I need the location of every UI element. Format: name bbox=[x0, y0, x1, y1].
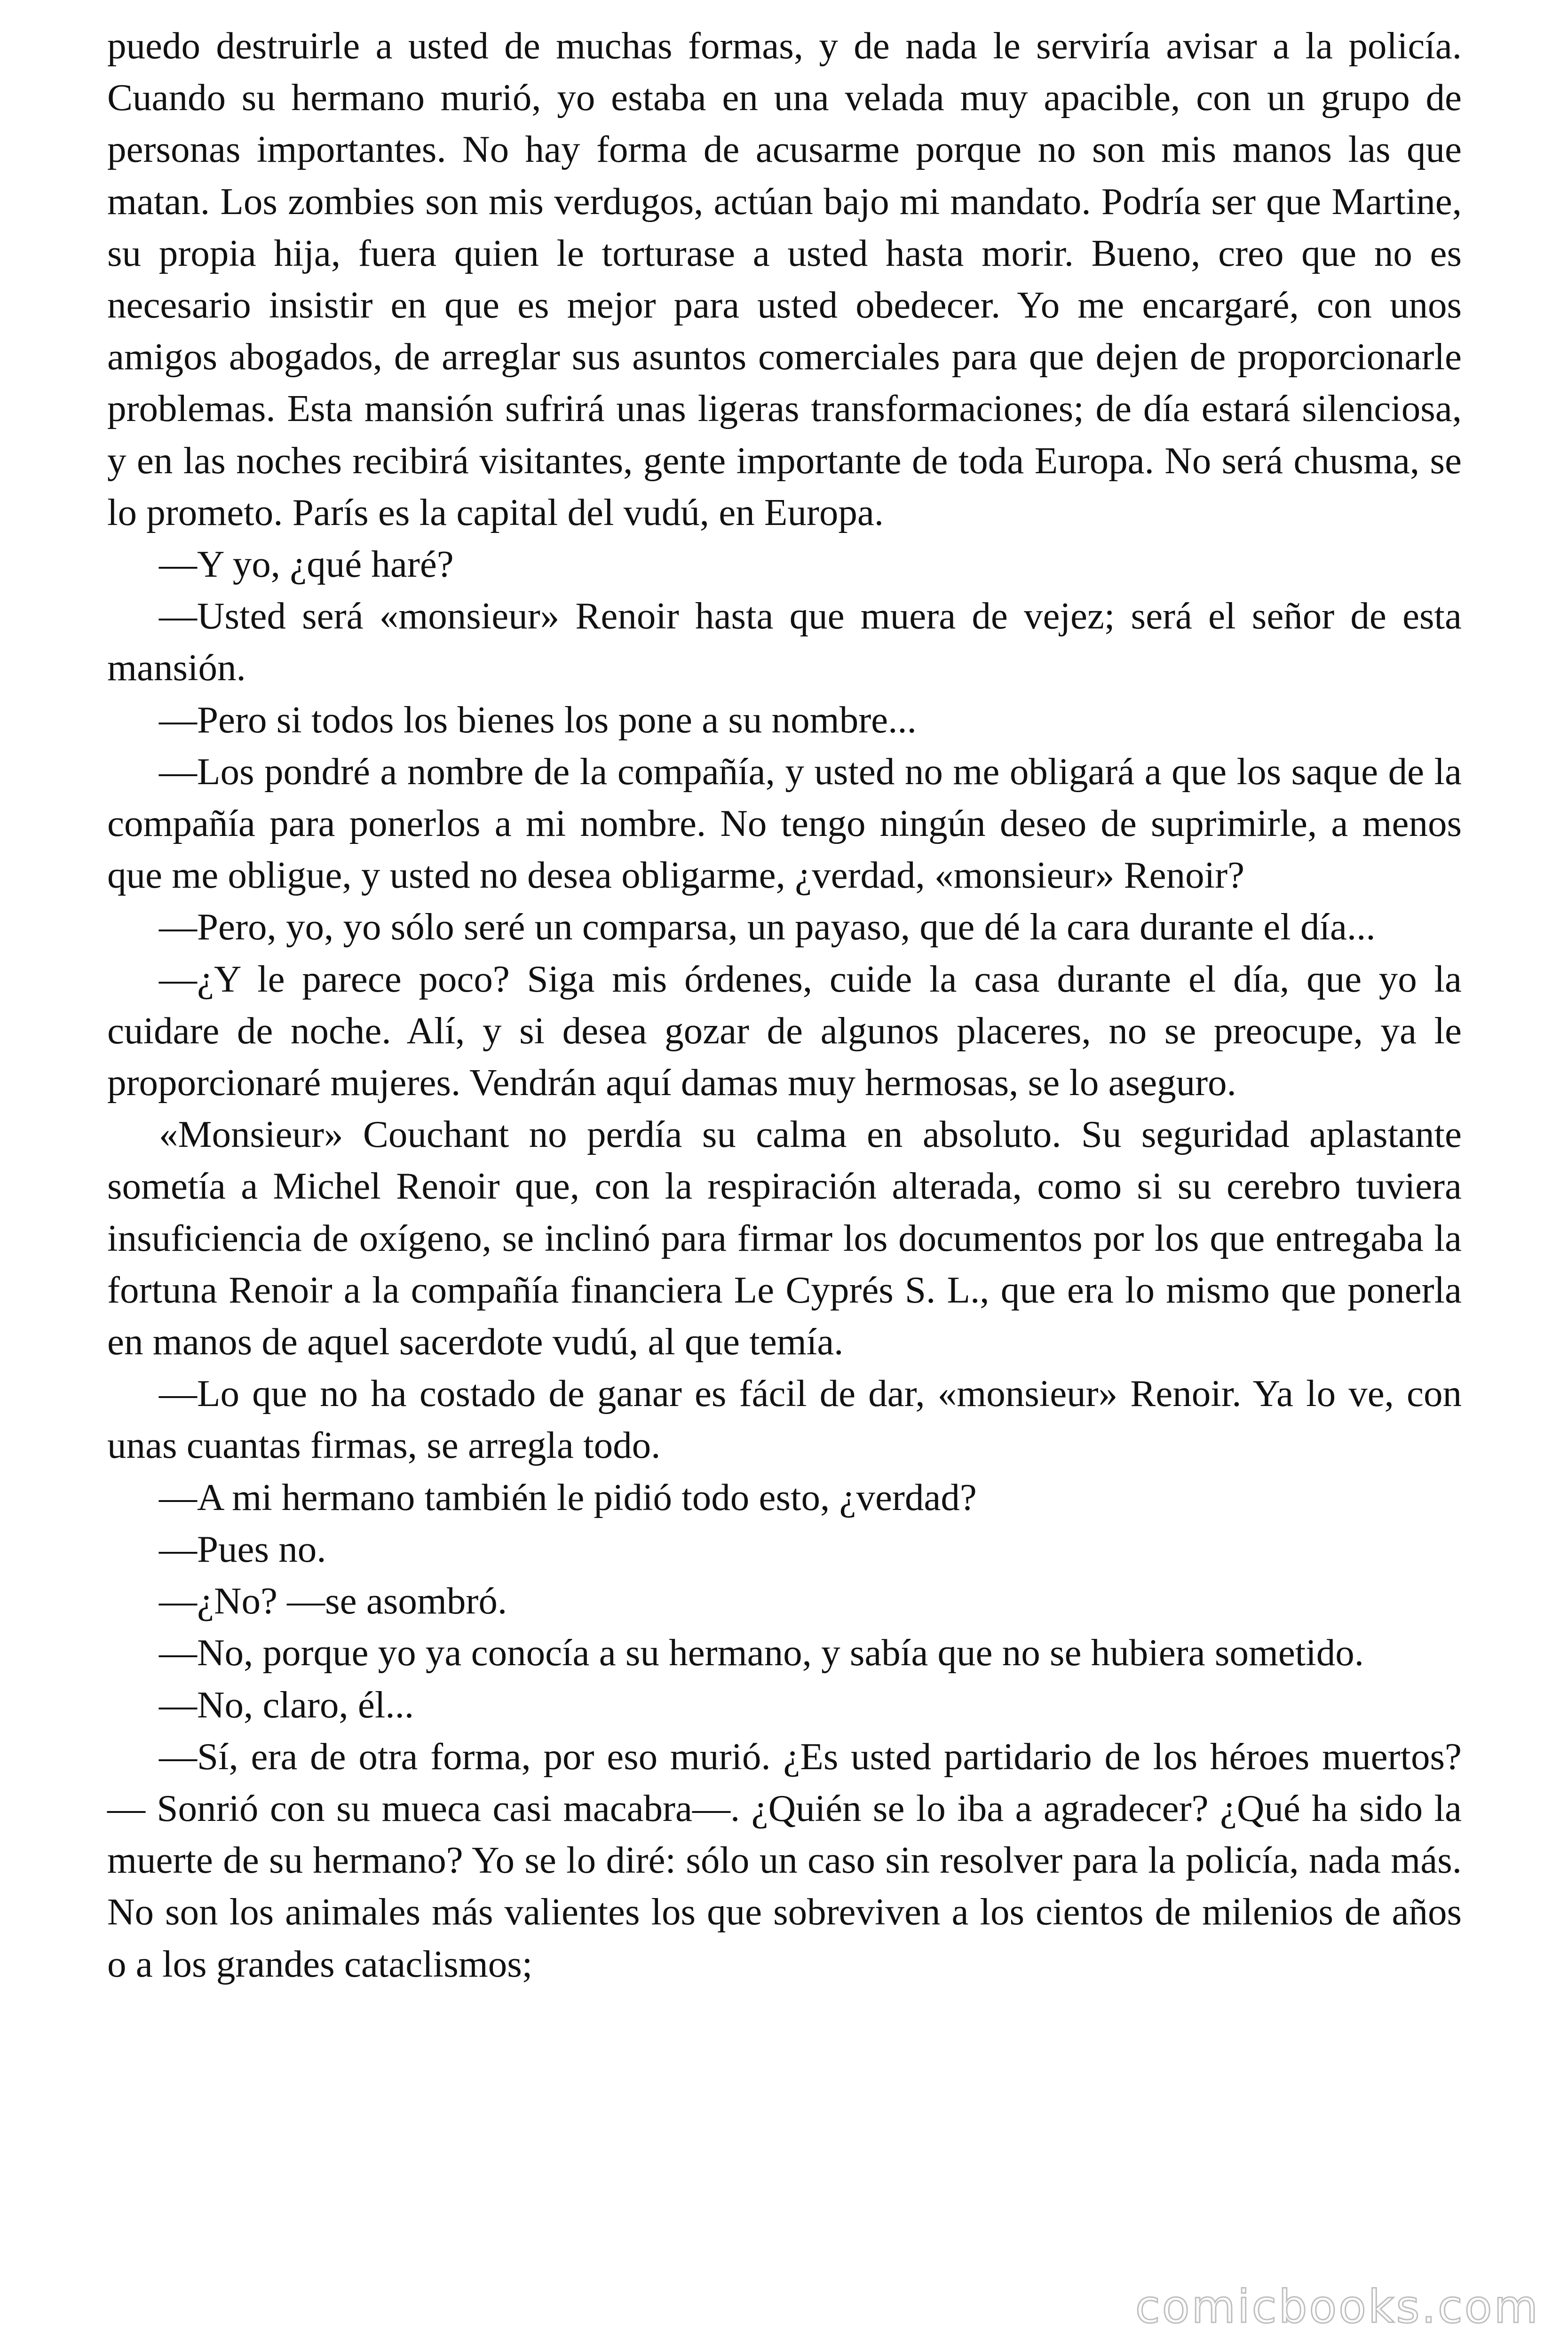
paragraph: —Sí, era de otra forma, por eso murió. ¿Es usted partidario de los héroes muertos? — Sonrió con su mueca casi macabra—. ¿Quién se lo iba a agradecer? ¿Qué ha sido la muerte de su hermano? Yo se lo diré: sólo un caso sin resolver para la policía, nada más. No son los animales más valientes los que sobreviven a los cientos de milenios de años o a los grandes cataclismos; bbox=[107, 1735, 1462, 1985]
paragraph: —Y yo, ¿qué haré? bbox=[159, 543, 454, 586]
paragraph: —Pues no. bbox=[159, 1527, 326, 1570]
paragraph: —¿No? —se asombró. bbox=[159, 1580, 507, 1622]
paragraph: —Los pondré a nombre de la compañía, y usted no me obligará a que los saque de la compañía para ponerlos a mi nombre. No tengo ningún deseo de suprimirle, a menos que me obligue, y usted no desea obligarme, ¿verdad, «monsieur» Renoir? bbox=[107, 750, 1462, 897]
book-page bbox=[107, 20, 1462, 1990]
paragraph: —No, porque yo ya conocía a su hermano, y sabía que no se hubiera sometido. bbox=[159, 1631, 1364, 1674]
watermark-logo: comicbooks.com bbox=[1135, 2280, 1540, 2333]
paragraph: —Pero si todos los bienes los pone a su nombre... bbox=[159, 698, 917, 741]
paragraph: —A mi hermano también le pidió todo esto, ¿verdad? bbox=[159, 1476, 977, 1518]
paragraph: puedo destruirle a usted de muchas formas, y de nada le serviría avisar a la policía. Cuando su hermano murió, yo estaba en una velada muy apacible, con un grupo de personas importantes. No hay forma de acusarme porque no son mis manos las que matan. Los zombies son mis verdugos, actúan bajo mi mandato. Podría ser que Martine, su propia hija, fuera quien le torturase a usted hasta morir. Bueno, creo que no es necesario insistir en que es mejor para usted obedecer. Yo me encargaré, con unos amigos abogados, de arreglar sus asuntos comerciales para que dejen de proporcionarle problemas. Esta mansión sufrirá unas ligeras transformaciones; de día estará silenciosa, y en las noches recibirá visitantes, gente importante de toda Europa. No será chusma, se lo prometo. París es la capital del vudú, en Europa. bbox=[107, 24, 1462, 533]
paragraph: —Lo que no ha costado de ganar es fácil de dar, «monsieur» Renoir. Ya lo ve, con unas cuantas firmas, se arregla todo. bbox=[107, 1372, 1462, 1467]
paragraph: —No, claro, él... bbox=[159, 1683, 414, 1726]
paragraph: «Monsieur» Couchant no perdía su calma en absoluto. Su seguridad aplastante sometía a Michel Renoir que, con la respiración alterada, como si su cerebro tuviera insuficiencia de oxígeno, se inclinó para firmar los documentos por los que entregaba la fortuna Renoir a la compañía financiera Le Cyprés S. L., que era lo mismo que ponerla en manos de aquel sacerdote vudú, al que temía. bbox=[107, 1113, 1462, 1363]
paragraph: —Pero, yo, yo sólo seré un comparsa, un payaso, que dé la cara durante el día... bbox=[159, 906, 1376, 948]
paragraph: —¿Y le parece poco? Siga mis órdenes, cuide la casa durante el día, que yo la cuidare de noche. Alí, y si desea gozar de algunos placeres, no se preocupe, ya le proporcionaré mujeres. Vendrán aquí damas muy hermosas, se lo aseguro. bbox=[107, 957, 1462, 1104]
paragraph: —Usted será «monsieur» Renoir hasta que muera de vejez; será el señor de esta mansión. bbox=[107, 595, 1462, 689]
